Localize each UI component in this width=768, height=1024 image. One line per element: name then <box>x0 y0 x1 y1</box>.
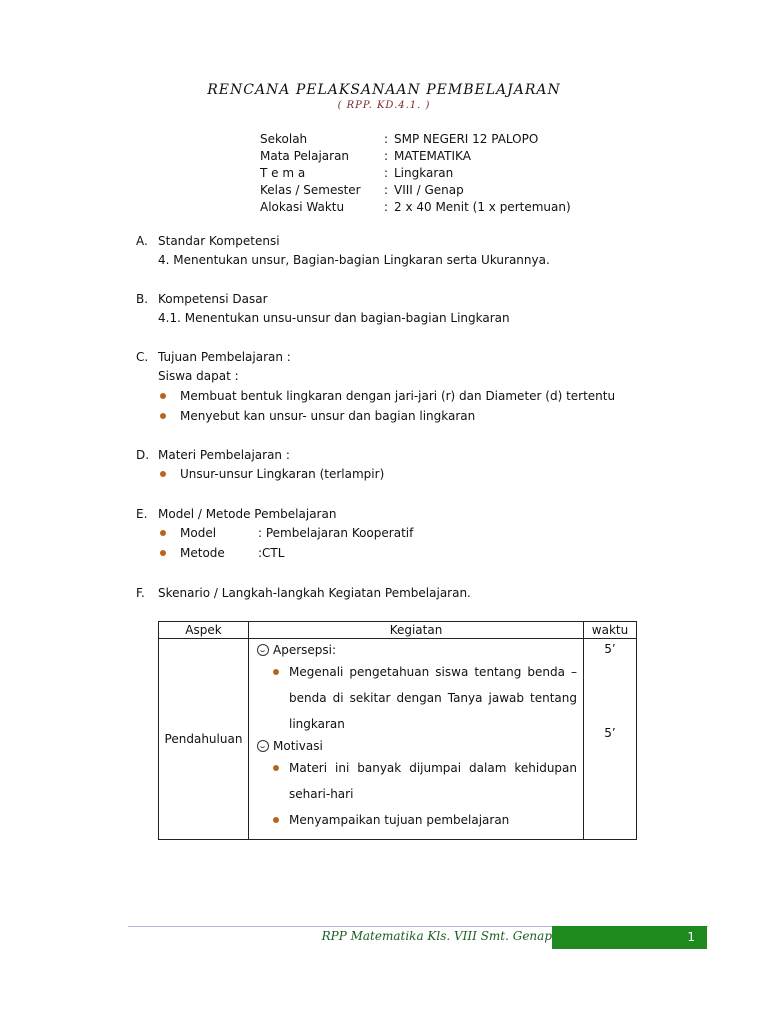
section-c: C. Tujuan Pembelajaran : Siswa dapat : Membuat bentuk lingkaran dengan jari-jari (r) dan Diameter (d) tertentu Menyebut kan unsur- unsur dan bagian lingkaran <box>136 348 615 426</box>
bullet-icon <box>160 413 166 419</box>
info-row: T e m a : Lingkaran <box>260 166 454 180</box>
section-title: Skenario / Langkah-langkah Kegiatan Pembelajaran. <box>158 586 471 600</box>
section-f: F. Skenario / Langkah-langkah Kegiatan Pembelajaran. <box>136 586 471 600</box>
bullet-icon <box>273 817 279 823</box>
list-item: Unsur-unsur Lingkaran (terlampir) <box>136 464 384 484</box>
info-row: Alokasi Waktu : 2 x 40 Menit (1 x pertemuan) <box>260 200 571 214</box>
section-text: 4. Menentukan unsur, Bagian-bagian Lingkaran serta Ukurannya. <box>158 253 550 267</box>
info-row: Mata Pelajaran : MATEMATIKA <box>260 149 471 163</box>
smiley-icon <box>257 644 269 656</box>
section-b: B. Kompetensi Dasar 4.1. Menentukan unsu-unsur dan bagian-bagian Lingkaran <box>136 290 510 328</box>
section-title: Kompetensi Dasar <box>158 292 268 306</box>
section-text: 4.1. Menentukan unsu-unsur dan bagian-bagian Lingkaran <box>158 311 510 325</box>
document-title: RENCANA PELAKSANAAN PEMBELAJARAN <box>207 82 561 98</box>
document-subtitle: ( RPP. KD.4.1. ) <box>337 100 431 111</box>
list-item: Megenali pengetahuan siswa tentang benda – benda di sekitar dengan Tanya jawab tentang lingkaran <box>257 659 577 737</box>
list-item: Membuat bentuk lingkaran dengan jari-jari (r) dan Diameter (d) tertentu <box>136 386 615 406</box>
section-title: Model / Metode Pembelajaran <box>158 507 337 521</box>
list-item: Menyebut kan unsur- unsur dan bagian lingkaran <box>136 406 615 426</box>
list-item: Menyampaikan tujuan pembelajaran <box>257 807 577 833</box>
section-title: Materi Pembelajaran : <box>158 448 290 462</box>
section-d: D. Materi Pembelajaran : Unsur-unsur Lingkaran (terlampir) <box>136 446 384 484</box>
list-item: Model : Pembelajaran Kooperatif <box>136 523 413 543</box>
aspect-cell: Pendahuluan <box>159 639 249 840</box>
info-row: Sekolah : SMP NEGERI 12 PALOPO <box>260 132 539 146</box>
column-header: Kegiatan <box>249 622 584 639</box>
time-cell: 5’ 5’ <box>584 639 637 840</box>
smiley-icon <box>257 740 269 752</box>
bullet-icon <box>160 471 166 477</box>
bullet-icon <box>160 550 166 556</box>
column-header: Aspek <box>159 622 249 639</box>
bullet-icon <box>160 530 166 536</box>
bullet-icon <box>273 669 279 675</box>
info-row: Kelas / Semester : VIII / Genap <box>260 183 464 197</box>
column-header: waktu <box>584 622 637 639</box>
section-a: A. Standar Kompetensi 4. Menentukan unsur, Bagian-bagian Lingkaran serta Ukurannya. <box>136 232 550 270</box>
table-header-row <box>159 622 637 639</box>
section-title: Tujuan Pembelajaran : <box>158 350 291 364</box>
footer-text: RPP Matematika Kls. VIII Smt. Genap <box>321 929 552 943</box>
activity-cell: Apersepsi: Megenali pengetahuan siswa tentang benda – benda di sekitar dengan Tanya jawab tentang lingkaran Motivasi Materi ini banyak dijumpai dalam kehidupan sehari-hari Menyampaikan tujuan pembelajaran <box>249 639 584 840</box>
list-item: Metode :CTL <box>136 543 413 563</box>
page-number: 1 <box>552 926 707 949</box>
bullet-icon <box>160 393 166 399</box>
bullet-icon <box>273 765 279 771</box>
scenario-table <box>158 621 637 840</box>
section-title: Standar Kompetensi <box>158 234 280 248</box>
table-row <box>159 639 637 840</box>
section-e: E. Model / Metode Pembelajaran Model : Pembelajaran Kooperatif Metode :CTL <box>136 505 413 563</box>
identity-block <box>260 131 571 216</box>
section-intro: Siswa dapat : <box>158 369 239 383</box>
list-item: Materi ini banyak dijumpai dalam kehidupan sehari-hari <box>257 755 577 807</box>
